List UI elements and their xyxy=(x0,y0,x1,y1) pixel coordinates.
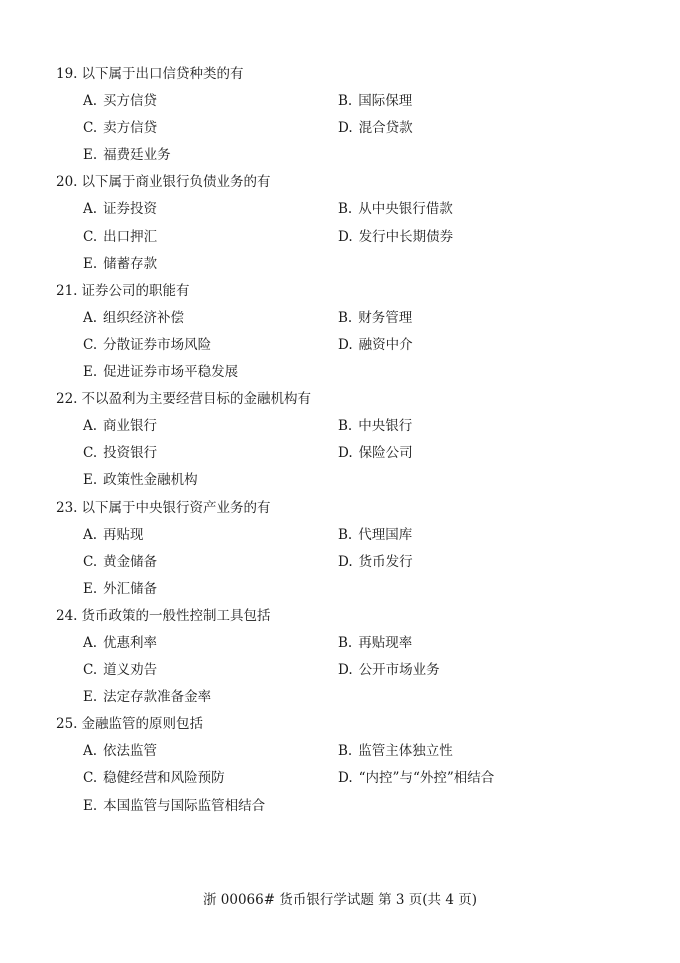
option-text: 组织经济补偿 xyxy=(103,309,185,326)
option-row xyxy=(56,657,656,684)
option-row xyxy=(56,793,656,820)
option-letter: B. xyxy=(338,743,353,760)
answer-option xyxy=(83,630,157,657)
option-row xyxy=(56,765,656,792)
option-text: 证券投资 xyxy=(103,201,158,218)
option-text: 商业银行 xyxy=(103,418,158,435)
question-number: 23. xyxy=(56,499,78,516)
answer-option xyxy=(338,305,412,332)
option-text: 国际保理 xyxy=(358,93,413,110)
option-letter: B. xyxy=(338,93,353,110)
question-stem xyxy=(56,711,656,738)
answer-option xyxy=(83,332,211,359)
option-row xyxy=(56,332,656,359)
option-text: 保险公司 xyxy=(358,445,413,462)
option-row xyxy=(56,359,656,386)
option-letter: C. xyxy=(83,662,98,679)
answer-option xyxy=(338,738,453,765)
option-text: 分散证券市场风险 xyxy=(103,336,212,353)
answer-option xyxy=(338,549,413,576)
option-text: 投资银行 xyxy=(103,445,158,462)
option-row xyxy=(56,440,656,467)
question-number: 19. xyxy=(56,66,78,82)
option-text: 稳健经营和风险预防 xyxy=(103,770,225,787)
option-letter: D. xyxy=(338,336,353,353)
option-letter: C. xyxy=(83,336,98,353)
option-text: “内控”与“外控”相结合 xyxy=(358,770,495,787)
option-letter: A. xyxy=(83,634,98,651)
question-text: 金融监管的原则包括 xyxy=(81,716,203,733)
answer-option xyxy=(338,88,412,115)
option-row xyxy=(56,549,656,576)
question-text: 货币政策的一般性控制工具包括 xyxy=(81,607,271,624)
option-letter: E. xyxy=(83,580,98,597)
answer-option xyxy=(338,522,412,549)
answer-option xyxy=(83,413,157,440)
option-text: 福费廷业务 xyxy=(103,147,171,164)
question-block xyxy=(56,169,656,277)
option-text: 货币发行 xyxy=(358,553,413,570)
question-list xyxy=(56,61,656,820)
answer-option xyxy=(83,522,144,549)
option-letter: B. xyxy=(338,201,353,218)
option-text: 财务管理 xyxy=(358,309,413,326)
question-block xyxy=(56,386,656,494)
option-letter: A. xyxy=(83,743,98,760)
option-letter: C. xyxy=(83,553,98,570)
option-text: 出口押汇 xyxy=(103,228,158,245)
question-number: 24. xyxy=(56,607,78,624)
question-stem xyxy=(56,169,656,196)
option-row xyxy=(56,115,656,142)
question-stem xyxy=(56,278,656,305)
answer-option xyxy=(83,196,157,223)
option-letter: D. xyxy=(338,770,353,787)
option-letter: B. xyxy=(338,309,353,326)
answer-option xyxy=(83,359,238,386)
option-text: 本国监管与国际监管相结合 xyxy=(103,797,266,814)
answer-option xyxy=(83,549,157,576)
option-letter: A. xyxy=(83,309,98,326)
option-text: 公开市场业务 xyxy=(358,662,440,679)
option-letter: E. xyxy=(83,255,98,272)
question-stem xyxy=(56,603,656,630)
option-letter: D. xyxy=(338,228,353,245)
answer-option xyxy=(338,657,440,684)
option-text: 代理国库 xyxy=(358,526,413,543)
option-row xyxy=(56,251,656,278)
question-text: 以下属于商业银行负债业务的有 xyxy=(81,174,271,191)
answer-option xyxy=(338,765,494,792)
page-footer: 浙 00066# 货币银行学试题 第 3 页(共 4 页) xyxy=(202,892,477,908)
option-text: 监管主体独立性 xyxy=(358,743,453,760)
option-letter: B. xyxy=(338,526,353,543)
question-number: 22. xyxy=(56,391,78,408)
answer-option xyxy=(83,765,225,792)
option-text: 再贴现率 xyxy=(358,634,413,651)
option-letter: C. xyxy=(83,445,98,462)
question-number: 25. xyxy=(56,716,78,733)
option-letter: A. xyxy=(83,201,98,218)
option-text: 融资中介 xyxy=(358,336,413,353)
answer-option xyxy=(83,684,211,711)
option-text: 中央银行 xyxy=(358,418,413,435)
answer-option xyxy=(338,332,413,359)
option-letter: D. xyxy=(338,445,353,462)
answer-option xyxy=(83,88,157,115)
option-text: 依法监管 xyxy=(103,743,158,760)
option-row xyxy=(56,413,656,440)
option-letter: A. xyxy=(83,526,98,543)
option-text: 再贴现 xyxy=(103,526,144,543)
option-letter: B. xyxy=(338,634,353,651)
option-text: 法定存款准备金率 xyxy=(103,689,212,706)
answer-option xyxy=(83,305,184,332)
question-text: 以下属于出口信贷种类的有 xyxy=(81,66,244,82)
option-text: 从中央银行借款 xyxy=(358,201,453,218)
answer-option xyxy=(83,657,157,684)
question-block xyxy=(56,495,656,603)
answer-option xyxy=(338,630,412,657)
option-letter: D. xyxy=(338,120,353,137)
option-row xyxy=(56,684,656,711)
question-block xyxy=(56,61,656,169)
option-letter: E. xyxy=(83,797,98,814)
question-text: 以下属于中央银行资产业务的有 xyxy=(81,499,271,516)
option-row xyxy=(56,522,656,549)
question-block xyxy=(56,711,656,819)
option-text: 买方信贷 xyxy=(103,93,158,110)
answer-option xyxy=(83,224,157,251)
answer-option xyxy=(338,224,453,251)
answer-option xyxy=(338,413,412,440)
option-letter: E. xyxy=(83,689,98,706)
answer-option xyxy=(83,793,265,820)
question-block xyxy=(56,278,656,386)
question-stem xyxy=(56,61,656,88)
option-letter: C. xyxy=(83,120,98,137)
option-row xyxy=(56,142,656,169)
option-letter: C. xyxy=(83,228,98,245)
option-letter: A. xyxy=(83,93,98,110)
answer-option xyxy=(338,196,453,223)
option-text: 储蓄存款 xyxy=(103,255,158,272)
question-text: 不以盈利为主要经营目标的金融机构有 xyxy=(81,391,311,408)
question-block xyxy=(56,603,656,711)
answer-option xyxy=(83,142,171,169)
option-text: 混合贷款 xyxy=(358,120,413,137)
option-row xyxy=(56,196,656,223)
option-row xyxy=(56,576,656,603)
option-letter: E. xyxy=(83,472,98,489)
option-text: 发行中长期债券 xyxy=(358,228,454,245)
option-row xyxy=(56,467,656,494)
option-text: 道义劝告 xyxy=(103,662,158,679)
answer-option xyxy=(83,576,157,603)
option-letter: D. xyxy=(338,662,353,679)
option-row xyxy=(56,305,656,332)
option-text: 促进证券市场平稳发展 xyxy=(103,364,239,381)
option-row xyxy=(56,738,656,765)
option-letter: A. xyxy=(83,418,98,435)
option-letter: E. xyxy=(83,147,98,164)
question-number: 20. xyxy=(56,174,78,191)
option-text: 卖方信贷 xyxy=(103,120,158,137)
option-letter: D. xyxy=(338,553,353,570)
option-letter: C. xyxy=(83,770,98,787)
option-text: 政策性金融机构 xyxy=(103,472,198,489)
option-letter: E. xyxy=(83,364,98,381)
option-row xyxy=(56,88,656,115)
answer-option xyxy=(83,251,157,278)
answer-option xyxy=(338,440,413,467)
option-text: 黄金储备 xyxy=(103,553,158,570)
answer-option xyxy=(83,738,157,765)
answer-option xyxy=(83,440,157,467)
question-stem xyxy=(56,386,656,413)
question-text: 证券公司的职能有 xyxy=(81,282,190,299)
option-letter: B. xyxy=(338,418,353,435)
question-number: 21. xyxy=(56,282,78,299)
answer-option xyxy=(83,467,198,494)
option-text: 优惠利率 xyxy=(103,634,158,651)
question-stem xyxy=(56,495,656,522)
option-row xyxy=(56,630,656,657)
answer-option xyxy=(83,115,157,142)
option-row xyxy=(56,224,656,251)
answer-option xyxy=(338,115,413,142)
option-text: 外汇储备 xyxy=(103,580,158,597)
